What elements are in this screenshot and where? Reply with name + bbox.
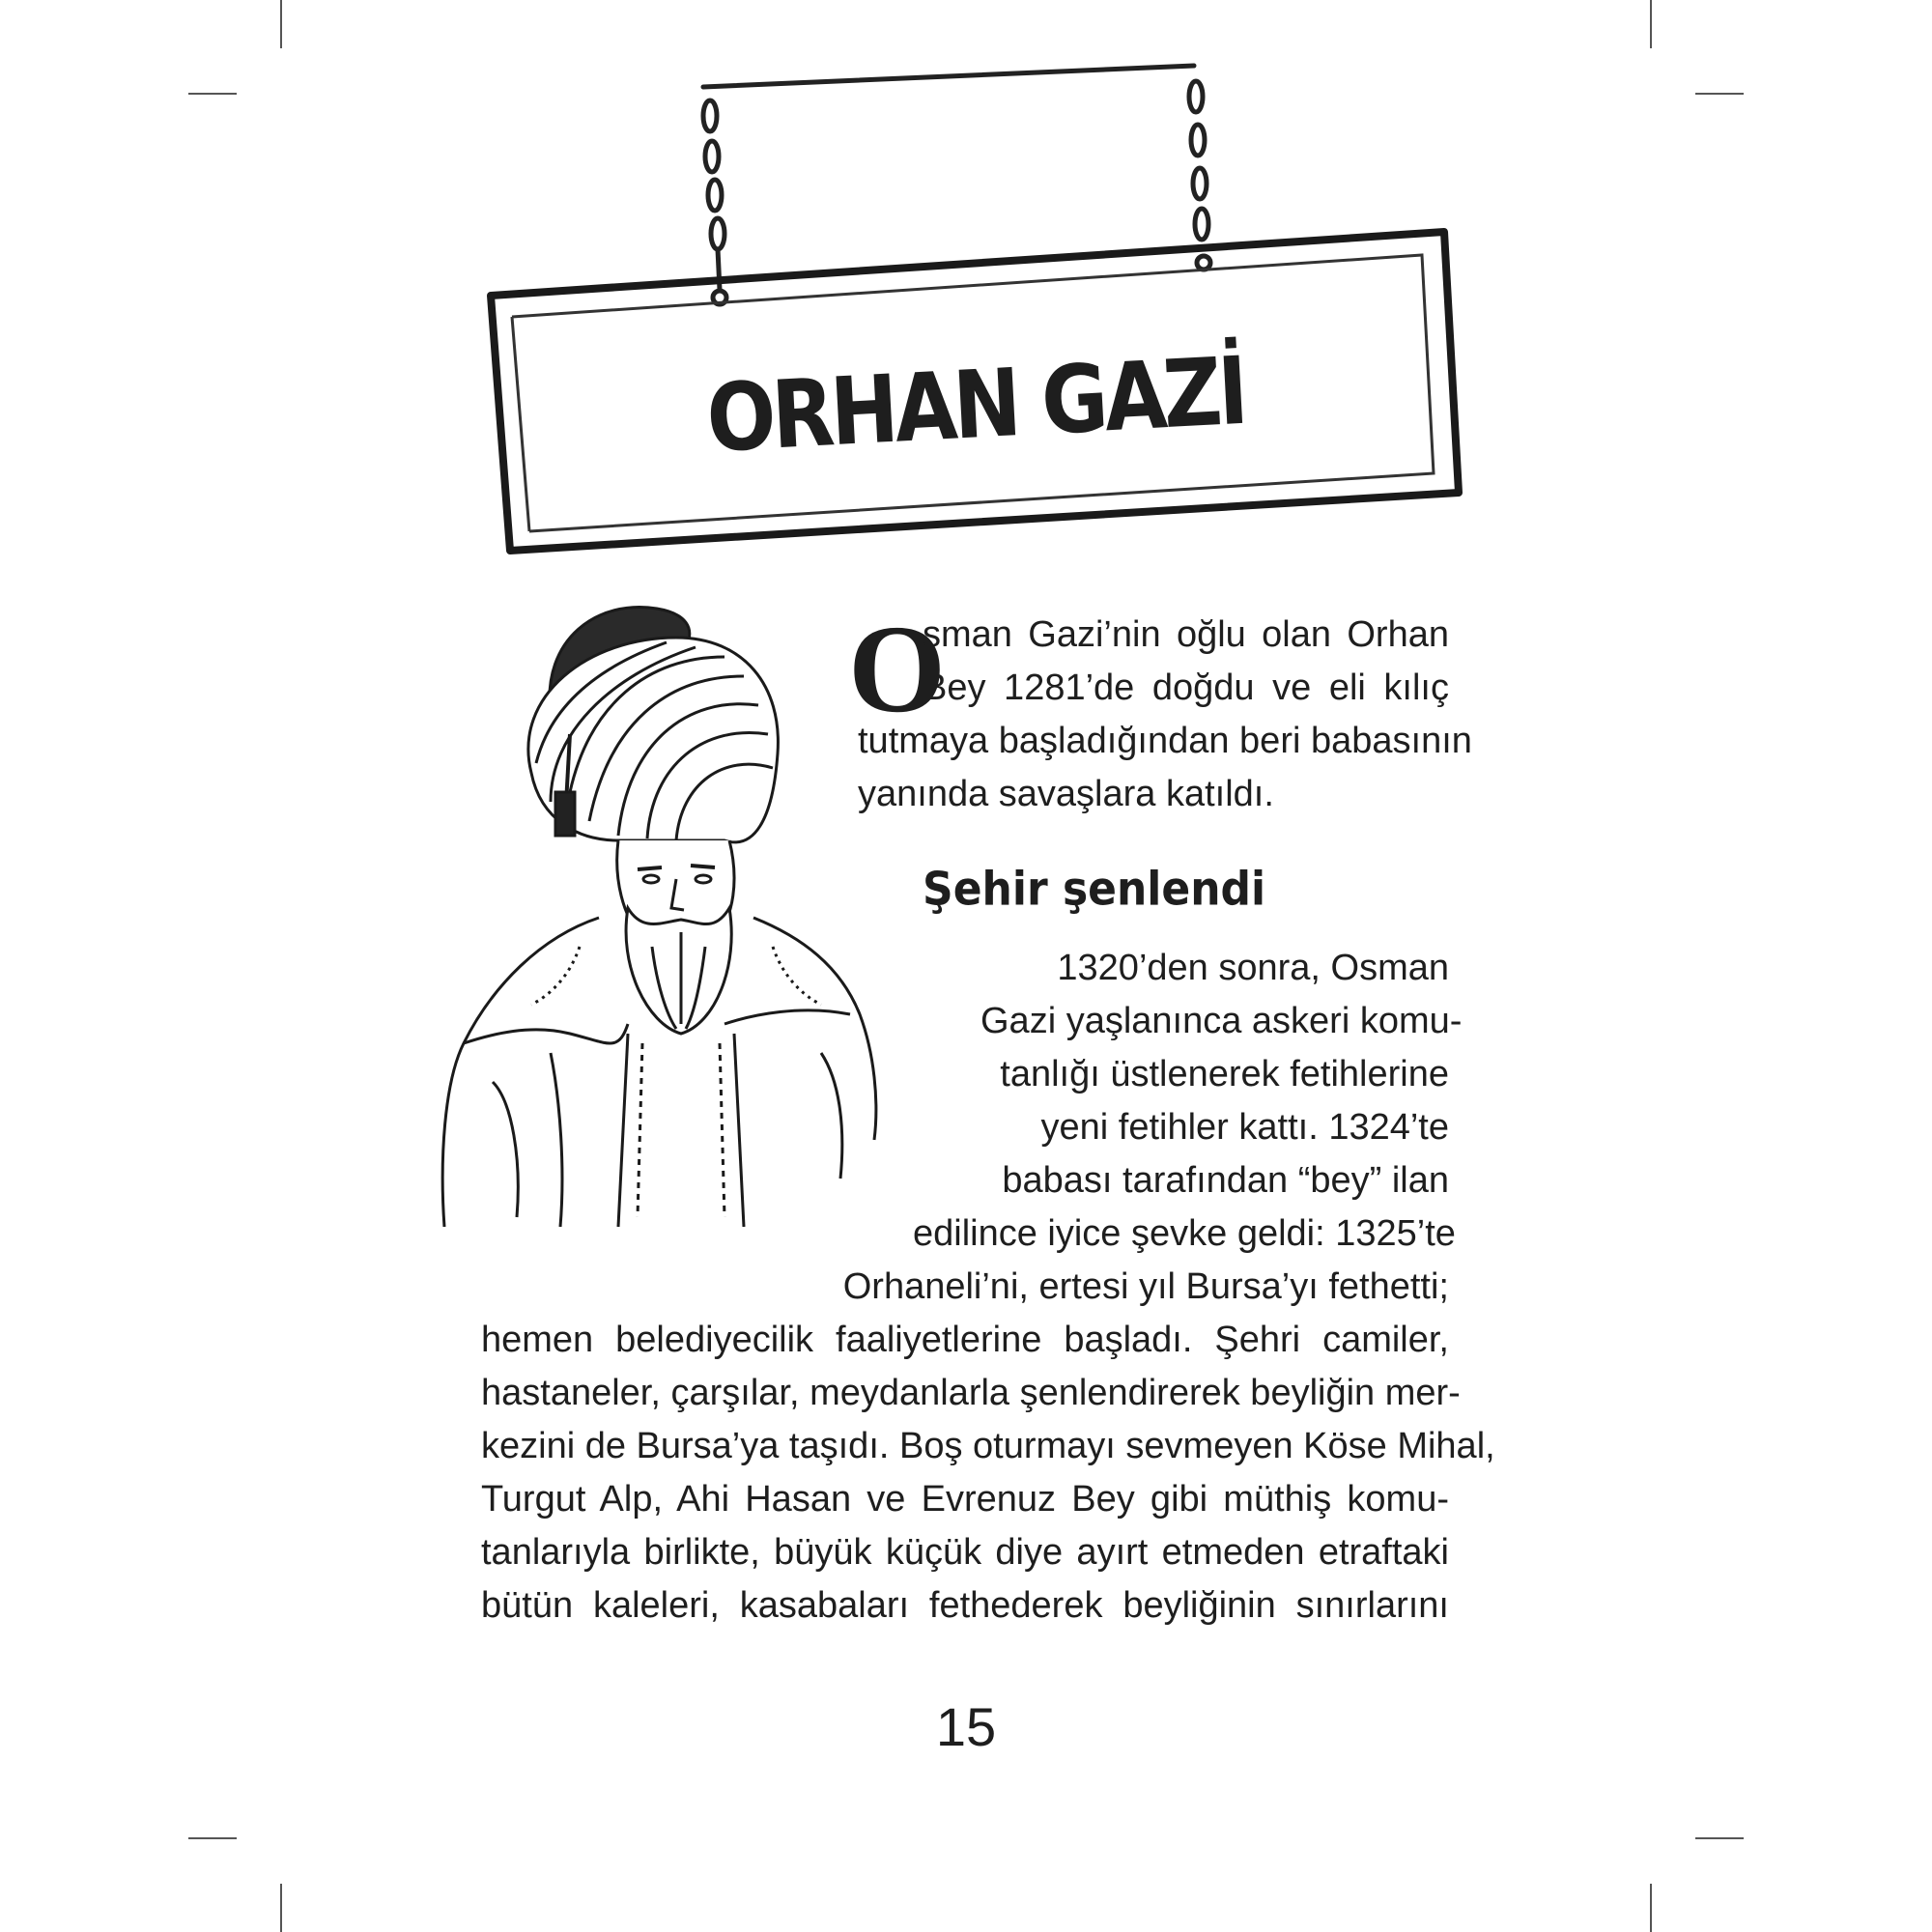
chain-left — [703, 100, 726, 304]
text-line: 1320’den sonra, Osman — [1057, 948, 1449, 988]
section-paragraph-full — [481, 1314, 1495, 1633]
text-line: hemen belediyecilik faaliyetlerine başladı. Şehri camiler, — [481, 1320, 1449, 1360]
text-line: tutmaya başladığından beri babasının — [858, 721, 1472, 761]
crop-mark — [188, 93, 237, 95]
page-number: 15 — [935, 1696, 997, 1757]
text-line: kezini de Bursa’ya taşıdı. Boş oturmayı sevmeyen Köse Mihal, — [481, 1426, 1495, 1466]
drop-cap: O — [848, 600, 947, 739]
text-line: Bey 1281’de doğdu ve eli kılıç — [923, 668, 1449, 708]
text-line: Gazi yaşlanınca askeri komu- — [980, 1001, 1463, 1041]
text-line: tanlarıyla birlikte, büyük küçük diye ayırt etmeden etraftaki — [481, 1532, 1449, 1573]
text-line: yeni fetihler kattı. 1324’te — [1040, 1107, 1449, 1148]
text-line: Turgut Alp, Ahi Hasan ve Evrenuz Bey gibi müthiş komu- — [481, 1479, 1449, 1520]
intro-paragraph — [923, 609, 1449, 715]
crop-mark — [1695, 1837, 1744, 1839]
text-line: edilince iyice şevke geldi: 1325’te — [913, 1213, 1456, 1254]
crop-mark — [1695, 93, 1744, 95]
text-line: tanlığı üstlenerek fetihlerine — [1000, 1054, 1449, 1094]
page-title: ORHAN GAZİ — [703, 336, 1248, 473]
text-line: bütün kaleleri, kasabaları fethederek beyliğinin sınırlarını — [481, 1585, 1449, 1626]
text-line: babası tarafından “bey” ilan — [1002, 1160, 1449, 1201]
chain-right — [1189, 81, 1210, 270]
crop-mark — [1650, 1884, 1652, 1932]
section-paragraph — [0, 942, 1463, 1314]
section-heading: Şehir şenlendi — [923, 862, 1266, 917]
crop-mark — [280, 0, 282, 48]
text-line: sman Gazi’nin oğlu olan Orhan — [923, 614, 1449, 655]
text-line: hastaneler, çarşılar, meydanlarla şenlendirerek beyliğin mer- — [481, 1373, 1461, 1413]
crop-mark — [1650, 0, 1652, 48]
text-line: Orhaneli’ni, ertesi yıl Bursa’yı fethetti; — [842, 1266, 1449, 1307]
crop-mark — [280, 1884, 282, 1932]
hanging-sign-illustration — [473, 48, 1468, 560]
crop-mark — [188, 1837, 237, 1839]
text-line: yanında savaşlara katıldı. — [858, 774, 1274, 814]
intro-paragraph-cont — [858, 715, 1472, 821]
